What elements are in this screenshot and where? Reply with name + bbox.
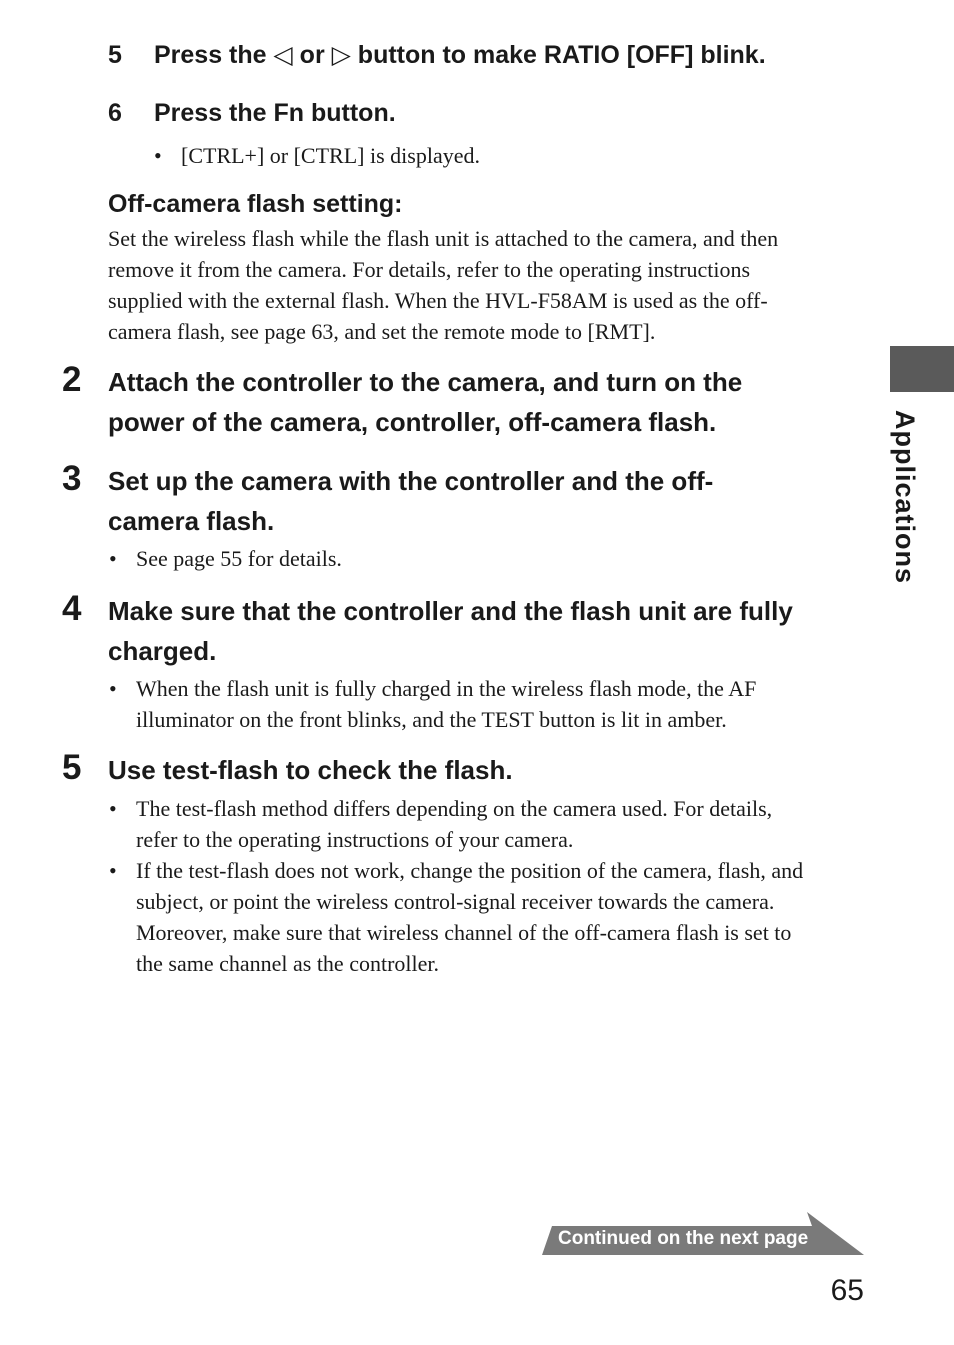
- step-heading: [108, 750, 868, 790]
- bullet-item: [109, 673, 876, 735]
- section-tab: [890, 346, 954, 392]
- bullet-line: The test-flash method differs depending on the camera used. For details,: [136, 796, 773, 821]
- section-heading: Off-camera flash setting:: [108, 190, 403, 218]
- side-section-label: Applications: [890, 410, 920, 585]
- step-heading-line: Use test-flash to check the flash.: [108, 755, 513, 785]
- step-heading-line: power of the camera, controller, off-camera flash.: [108, 407, 717, 437]
- continued-text: Continued on the next page: [558, 1228, 809, 1249]
- page-number: 65: [830, 1274, 864, 1307]
- substep-text: Press the ◁ or ▷ button to make RATIO [OFF] blink.: [154, 41, 766, 69]
- bullet-line: If the test-flash does not work, change the position of the camera, flash, and: [136, 858, 804, 883]
- step-heading-line: charged.: [108, 636, 217, 666]
- bullet-dot: •: [109, 796, 117, 821]
- bullet-line: See page 55 for details.: [136, 546, 342, 571]
- bullet-dot: •: [154, 143, 162, 168]
- step-heading-line: camera flash.: [108, 506, 275, 536]
- bullet-line: the same channel as the controller.: [136, 951, 439, 976]
- paragraph-line: camera flash, see page 63, and set the remote mode to [RMT].: [108, 319, 656, 344]
- bullet-dot: •: [109, 858, 117, 883]
- step-heading-line: Set up the camera with the controller and the off-: [108, 466, 714, 496]
- bullet-text: [CTRL+] or [CTRL] is displayed.: [181, 143, 480, 168]
- step-number: 3: [62, 459, 82, 498]
- step-heading-line: Attach the controller to the camera, and turn on the: [108, 367, 743, 397]
- paragraph-line: supplied with the external flash. When the HVL-F58AM is used as the off-: [108, 288, 768, 313]
- bullet-dot: •: [109, 546, 117, 571]
- bullet-line: illuminator on the front blinks, and the TEST button is lit in amber.: [136, 707, 727, 732]
- step-heading: [108, 362, 868, 442]
- bullet-item: [109, 793, 876, 855]
- bullet-line: When the flash unit is fully charged in the wireless flash mode, the AF: [136, 676, 757, 701]
- step-heading-line: Make sure that the controller and the flash unit are fully: [108, 596, 793, 626]
- step-number: 5: [62, 748, 82, 787]
- step-number: 2: [62, 360, 82, 399]
- substep-number: 5: [108, 41, 122, 69]
- bullet-item: [109, 855, 876, 979]
- bullet-line: Moreover, make sure that wireless channel of the off-camera flash is set to: [136, 920, 792, 945]
- substep-6: [108, 99, 396, 128]
- substep-text: Press the Fn button.: [154, 99, 396, 127]
- bullet-line: refer to the operating instructions of your camera.: [136, 827, 574, 852]
- continued-banner: [542, 1212, 864, 1255]
- paragraph-line: Set the wireless flash while the flash unit is attached to the camera, and then: [108, 226, 779, 251]
- bullet-item: [109, 543, 342, 574]
- substep-5: [108, 40, 766, 70]
- bullet-item: [154, 140, 480, 171]
- paragraph-line: remove it from the camera. For details, refer to the operating instructions: [108, 257, 751, 282]
- step-heading: [108, 591, 868, 671]
- substep-number: 6: [108, 99, 122, 127]
- bullet-line: subject, or point the wireless control-signal receiver towards the camera.: [136, 889, 775, 914]
- paragraph: [108, 223, 853, 347]
- step-number: 4: [62, 589, 82, 628]
- step-heading: [108, 461, 868, 541]
- bullet-dot: •: [109, 676, 117, 701]
